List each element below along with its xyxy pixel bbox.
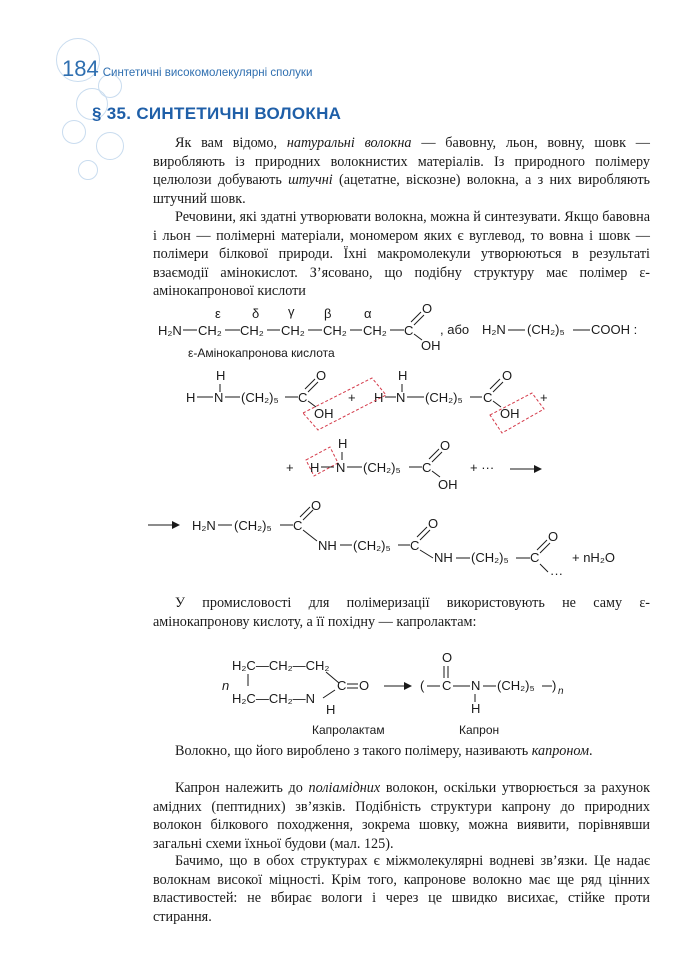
atom-label: (CH₂)₅: [527, 322, 565, 337]
reaction-row-2: [286, 436, 542, 492]
atom-label: NH: [318, 538, 337, 553]
atom-label: C: [483, 390, 493, 405]
plus-continuation: + ···: [470, 460, 495, 475]
atom-label: C: [337, 678, 347, 693]
greek-label: γ: [288, 304, 295, 319]
atom-label: O: [428, 516, 439, 531]
text: Капрон належить до: [175, 780, 309, 796]
atom-label: N: [336, 460, 346, 475]
atom-label: O: [442, 650, 453, 665]
page-number: 184: [62, 56, 99, 81]
atom-label: H₂N: [482, 322, 506, 337]
atom-label: N: [471, 678, 481, 693]
plus-sign: +: [286, 460, 294, 475]
bracket: (: [420, 678, 425, 693]
atom-label: O: [548, 529, 559, 544]
atom-label: H: [310, 460, 320, 475]
plus-sign: +: [540, 390, 548, 405]
n-label: n: [222, 678, 230, 693]
text: Волокно, що його вироблено з такого полімеру, називають: [175, 743, 532, 759]
monomer-name: ε-Амінокапронова кислота: [188, 346, 335, 360]
plus-sign: +: [348, 390, 356, 405]
caprolactam-scheme: [222, 650, 564, 737]
atom-label: H: [216, 368, 226, 383]
atom-label: N: [214, 390, 224, 405]
greek-label: β: [324, 306, 332, 321]
monomer-formula: [158, 301, 637, 360]
ring-bottom: H₂C—CH₂—N: [232, 691, 316, 706]
atom-label: OH: [438, 477, 458, 492]
capron-label: Капрон: [459, 723, 500, 737]
paragraph-6: Бачимо, що в обох структурах є міжмолекулярні водневі зв’язки. Це надає волокнам високої міцності. Крім того, капронове волокно має ще ряд цінних властивостей: не вбирає вологи і через це швидко висихає, стійке проти стирання.: [153, 853, 650, 925]
atom-label: N: [396, 390, 406, 405]
n-subscript: n: [558, 686, 564, 697]
atom-label: CH₂: [363, 323, 387, 338]
atom-label: (CH₂)₅: [497, 678, 535, 693]
atom-label: COOH :: [591, 322, 638, 337]
atom-label: (CH₂)₅: [234, 518, 272, 533]
atom-label: (CH₂)₅: [425, 390, 463, 405]
running-title: Синтетичні високомолекулярні сполуки: [102, 67, 313, 79]
italic-term: поліамідних: [308, 780, 381, 796]
atom-label: O: [316, 368, 327, 383]
atom-label: H: [326, 702, 336, 717]
atom-label: (CH₂)₅: [353, 538, 391, 553]
greek-label: ε: [215, 306, 221, 321]
continuation: ···: [550, 566, 563, 581]
atom-label: (CH₂)₅: [471, 550, 509, 565]
product-row: [148, 498, 615, 581]
italic-term: штучні: [288, 172, 333, 189]
abo-label: , або: [440, 322, 470, 337]
atom-label: C: [404, 323, 414, 338]
atom-label: C: [293, 518, 303, 533]
atom-label: C: [410, 538, 420, 553]
italic-term: натуральні волокна: [286, 135, 412, 151]
atom-label: CH₂: [281, 323, 305, 338]
atom-label: OH: [314, 406, 334, 421]
section-title: § 35. СИНТЕТИЧНІ ВОЛОКНА: [92, 104, 342, 123]
atom-label: CH₂: [323, 323, 347, 338]
atom-label: O: [502, 368, 513, 383]
atom-label: O: [311, 498, 322, 513]
atom-label: C: [422, 460, 432, 475]
text: .: [589, 743, 593, 759]
atom-label: C: [442, 678, 452, 693]
atom-label: NH: [434, 550, 453, 565]
ring-top: H₂C—CH₂—CH₂: [232, 658, 330, 673]
atom-label: C: [530, 550, 540, 565]
paragraph-3: У промисловості для полімеризації використовують не саму ε-амінокапронову кислоту, а її похідну — капролактам:: [153, 595, 650, 630]
atom-label: H: [471, 701, 481, 716]
greek-label: δ: [252, 306, 260, 321]
atom-label: OH: [421, 338, 441, 353]
paragraph-2: Речовини, які здатні утворювати волокна, можна й синтезувати. Якщо бавовна і льон — полімерні матеріали, мономером яких є вуглевод, то вовна і шовк — полімери білкової природи. Їхні макромолекули утворюються в результаті взаємодії амінокислот. З’ясовано, що подібну структуру має полімер ε-амінокапронової кислоти: [153, 209, 650, 300]
atom-label: O: [422, 301, 433, 316]
text: — бавовну, льон, вовну, шовк — виробляють із природних волокнистих матеріалів. Із природного полімеру целюлози добувають: [153, 135, 650, 189]
italic-term: капроном: [531, 743, 590, 759]
greek-label: α: [364, 306, 372, 321]
atom-label: H: [186, 390, 196, 405]
atom-label: CH₂: [198, 323, 222, 338]
atom-label: (CH₂)₅: [241, 390, 279, 405]
atom-label: OH: [500, 406, 520, 421]
atom-label: H₂N: [158, 323, 182, 338]
atom-label: (CH₂)₅: [363, 460, 401, 475]
water-product: + nH₂O: [572, 550, 615, 565]
text: волокон, оскільки утворюється за рахунок амідних (пептидних) зв’язків. Подібність структури капрону до природних волокон білкового походження, зокрема шовку, можна виявити, порівнявши загальні схеми їхньої будови (мал. 125).: [153, 780, 651, 852]
atom-label: H₂N: [192, 518, 216, 533]
text: Як вам відомо,: [175, 135, 287, 151]
bracket: ): [552, 678, 557, 693]
text: (ацетатне, віскозне) волокна, а з них виробляють штучний шовк.: [153, 172, 651, 207]
atom-label: O: [359, 678, 370, 693]
atom-label: CH₂: [240, 323, 264, 338]
atom-label: H: [374, 390, 384, 405]
caprolactam-label: Капролактам: [312, 723, 385, 737]
atom-label: H: [338, 436, 348, 451]
atom-label: H: [398, 368, 408, 383]
atom-label: O: [440, 438, 451, 453]
atom-label: C: [298, 390, 308, 405]
